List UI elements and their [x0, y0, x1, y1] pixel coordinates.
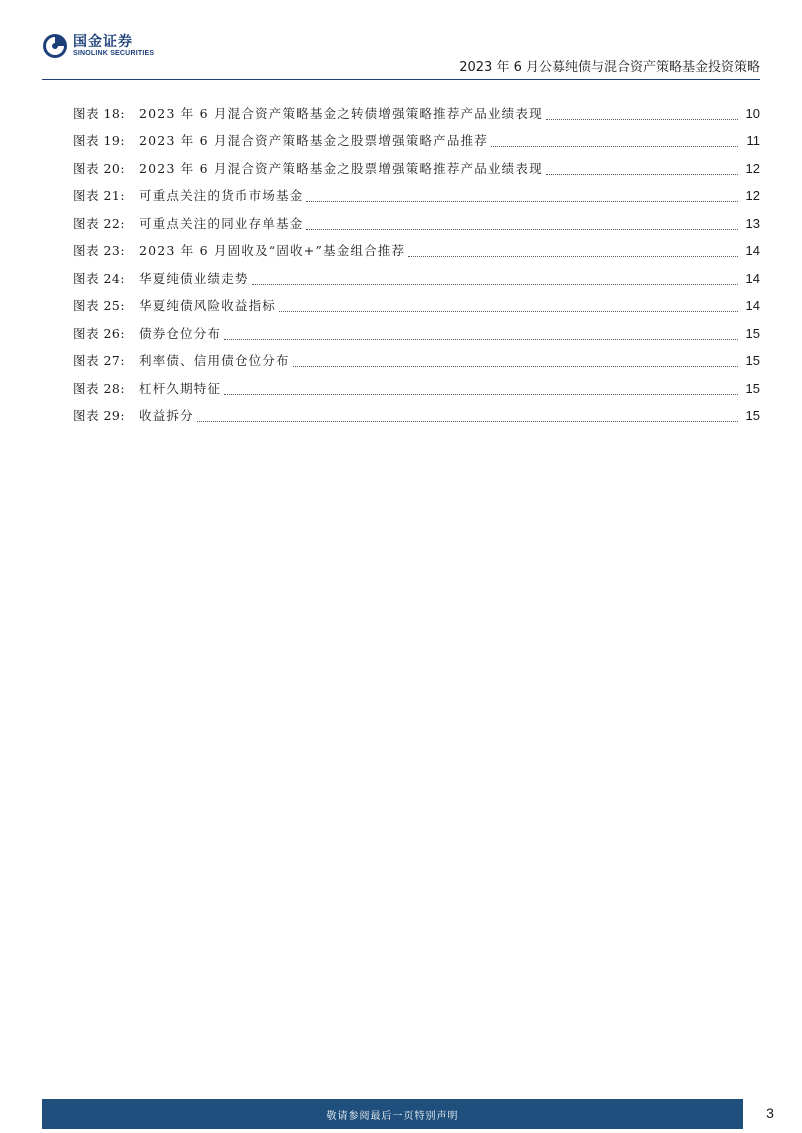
toc-entry-page: 14 — [745, 243, 760, 259]
toc-entry-title: 收益拆分 — [139, 408, 194, 424]
toc-entry-label: 图表 29: — [73, 408, 126, 424]
toc-dot-leader — [306, 200, 738, 202]
toc-entry-title: 2023 年 6 月混合资产策略基金之股票增强策略推荐产品业绩表现 — [139, 160, 543, 176]
toc-entry-title: 2023 年 6 月混合资产策略基金之股票增强策略产品推荐 — [139, 133, 488, 149]
toc-dot-leader — [224, 393, 738, 395]
page-number: 3 — [766, 1105, 774, 1121]
logo-english-name: SINOLINK SECURITIES — [73, 49, 155, 57]
toc-entry-label: 图表 20: — [73, 160, 126, 176]
toc-entry-page: 14 — [745, 298, 760, 314]
toc-entry[interactable] — [73, 403, 760, 431]
toc-entry-page: 12 — [745, 160, 760, 176]
toc-entry[interactable] — [73, 265, 760, 293]
toc-dot-leader — [197, 420, 738, 422]
toc-dot-leader — [224, 338, 738, 340]
toc-entry[interactable] — [73, 238, 760, 266]
toc-entry-label: 图表 27: — [73, 353, 126, 369]
document-title: 2023 年 6 月公募纯债与混合资产策略基金投资策略 — [459, 60, 760, 75]
toc-dot-leader — [252, 283, 738, 285]
toc-entry-label: 图表 19: — [73, 133, 126, 149]
toc-entry[interactable] — [73, 375, 760, 403]
toc-entry[interactable] — [73, 320, 760, 348]
toc-entry-title: 可重点关注的货币市场基金 — [139, 188, 304, 204]
logo-chinese-name: 国金证券 — [73, 33, 133, 50]
toc-dot-leader — [546, 173, 738, 175]
toc-entry[interactable] — [73, 155, 760, 183]
toc-entry-label: 图表 28: — [73, 380, 126, 396]
toc-entry[interactable] — [73, 348, 760, 376]
toc-entry-page: 12 — [745, 188, 760, 204]
toc-entry-page: 11 — [746, 133, 760, 149]
toc-entry[interactable] — [73, 293, 760, 321]
toc-entry-label: 图表 21: — [73, 188, 126, 204]
header-divider — [42, 79, 760, 80]
toc-entry-title: 华夏纯债业绩走势 — [139, 270, 249, 286]
toc-entry-page: 15 — [745, 325, 760, 341]
toc-entry-title: 2023 年 6 月固收及“固收+”基金组合推荐 — [139, 243, 406, 259]
toc-entry-page: 15 — [745, 353, 760, 369]
table-of-figures — [73, 100, 760, 430]
toc-dot-leader — [491, 145, 738, 147]
toc-entry-label: 图表 26: — [73, 325, 126, 341]
toc-entry-page: 13 — [745, 215, 760, 231]
toc-entry[interactable] — [73, 183, 760, 211]
toc-entry-page: 14 — [745, 270, 760, 286]
toc-entry-label: 图表 22: — [73, 215, 126, 231]
footer-disclaimer: 敬请参阅最后一页特别声明 — [326, 1110, 459, 1122]
toc-entry[interactable] — [73, 128, 760, 156]
toc-entry-label: 图表 18: — [73, 105, 126, 121]
toc-entry-label: 图表 24: — [73, 270, 126, 286]
toc-entry-title: 2023 年 6 月混合资产策略基金之转债增强策略推荐产品业绩表现 — [139, 105, 543, 121]
company-logo — [42, 33, 154, 59]
toc-entry-title: 债券仓位分布 — [139, 325, 222, 341]
toc-entry-page: 10 — [745, 105, 760, 121]
toc-dot-leader — [279, 310, 738, 312]
footer-bar — [42, 1099, 743, 1129]
toc-entry-label: 图表 25: — [73, 298, 126, 314]
toc-entry[interactable] — [73, 100, 760, 128]
toc-entry-title: 华夏纯债风险收益指标 — [139, 298, 277, 314]
toc-dot-leader — [408, 255, 738, 257]
toc-dot-leader — [293, 365, 738, 367]
toc-dot-leader — [306, 228, 738, 230]
page-header — [0, 0, 802, 80]
toc-entry-title: 利率债、信用债仓位分布 — [139, 353, 290, 369]
toc-dot-leader — [546, 118, 738, 120]
sinolink-logo-icon — [42, 33, 68, 59]
toc-entry-page: 15 — [745, 408, 760, 424]
toc-entry[interactable] — [73, 210, 760, 238]
toc-entry-label: 图表 23: — [73, 243, 126, 259]
toc-entry-title: 杠杆久期特征 — [139, 380, 222, 396]
toc-entry-page: 15 — [745, 380, 760, 396]
toc-entry-title: 可重点关注的同业存单基金 — [139, 215, 304, 231]
